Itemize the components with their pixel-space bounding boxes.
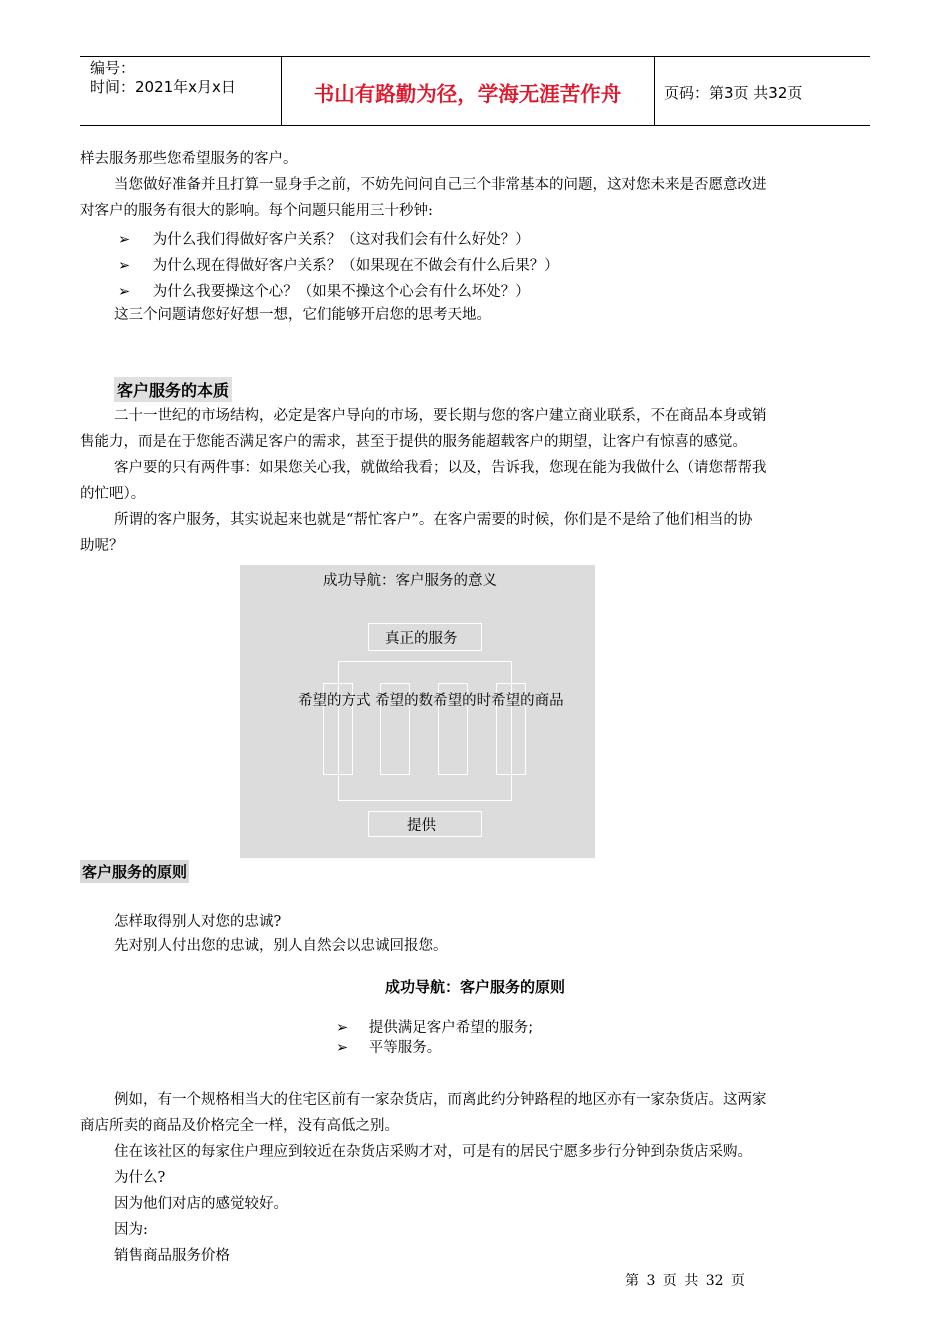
section-heading: 客户服务的原则	[80, 860, 189, 883]
paragraph-line: 的忙吧）。	[80, 486, 146, 502]
paragraph-line: 助呢？	[80, 538, 124, 554]
paragraph-line: 因为:	[114, 1222, 148, 1238]
arrow-bullet-icon: ➢	[336, 1020, 349, 1036]
arrow-bullet-icon: ➢	[118, 284, 131, 300]
question-item	[118, 280, 530, 301]
paragraph-line: 当您做好准备并且打算一显身手之前，不妨先问问自己三个非常基本的问题，这对您未来是否愿意改进	[114, 177, 767, 193]
paragraph-line: 销售商品服务价格	[114, 1248, 230, 1264]
diagram-title: 成功导航：客户服务的意义	[323, 573, 497, 589]
question-text: 为什么我们得做好客户关系？（这对我们会有什么好处？）	[152, 232, 530, 248]
header-table	[80, 56, 870, 126]
question-text: 为什么我要操这个心？（如果不操这个心会有什么坏处？）	[152, 284, 530, 300]
paragraph-line: 售能力，而是在于您能否满足客户的需求，甚至于提供的服务能超载客户的期望，让客户有惊喜的感觉。	[80, 434, 747, 450]
principle-text: 提供满足客户希望的服务;	[368, 1020, 534, 1036]
question-item	[118, 228, 530, 249]
paragraph-line: 为什么?	[114, 1170, 166, 1186]
document-number-label: 编号：	[90, 59, 136, 77]
arrow-bullet-icon: ➢	[118, 232, 131, 248]
principle-item	[336, 1036, 441, 1057]
service-meaning-diagram	[240, 565, 595, 858]
paragraph-line: 先对别人付出您的忠诚，别人自然会以忠诚回报您。	[114, 938, 448, 954]
page-footer: 第 3 页 共 32 页	[625, 1273, 745, 1289]
paragraph-line: 住在该社区的每家住户理应到较近在杂货店采购才对，可是有的居民宁愿多步行分钟到杂货店采购。	[114, 1144, 752, 1160]
principle-text: 平等服务。	[368, 1040, 442, 1056]
header-page-info: 页码：第3页 共32页	[664, 84, 803, 102]
paragraph-line: 怎样取得别人对您的忠诚?	[114, 914, 282, 930]
principles-title: 成功导航：客户服务的原则	[384, 978, 565, 996]
paragraph-line: 客户要的只有两件事：如果您关心我，就做给我看；以及，告诉我，您现在能为我做什么（请您帮帮我	[114, 460, 767, 476]
arrow-bullet-icon: ➢	[336, 1040, 349, 1056]
paragraph-line: 这三个问题请您好好想一想，它们能够开启您的思考天地。	[114, 307, 491, 323]
diagram-connector	[338, 661, 512, 801]
diagram-bottom-label: 提供	[407, 818, 436, 834]
arrow-bullet-icon: ➢	[118, 258, 131, 274]
diagram-top-label: 真正的服务	[385, 631, 458, 647]
paragraph-line: 对客户的服务有很大的影响。每个问题只能用三十秒钟:	[80, 203, 433, 219]
paragraph-line: 样去服务那些您希望服务的客户。	[80, 151, 298, 167]
header-meta	[90, 59, 236, 97]
header-divider	[654, 57, 655, 125]
paragraph-line: 二十一世纪的市场结构，必定是客户导向的市场，要长期与您的客户建立商业联系，不在商品本身或销	[114, 408, 767, 424]
paragraph-line: 商店所卖的商品及价格完全一样，没有高低之别。	[80, 1118, 399, 1134]
paragraph-line: 所谓的客户服务，其实说起来也就是“帮忙客户”。在客户需要的时候，你们是不是给了他们相当的协	[114, 512, 753, 528]
principle-item	[336, 1016, 533, 1037]
diagram-options-label: 希望的方式 希望的数希望的时希望的商品	[298, 693, 564, 709]
document-time-label: 时间：2021年x月x日	[90, 78, 236, 96]
header-motto: 书山有路勤为径，学海无涯苦作舟	[313, 82, 622, 106]
paragraph-line: 因为他们对店的感觉较好。	[114, 1196, 288, 1212]
question-text: 为什么现在得做好客户关系？（如果现在不做会有什么后果？）	[152, 258, 559, 274]
section-heading: 客户服务的本质	[114, 377, 232, 402]
question-item	[118, 254, 559, 275]
paragraph-line: 例如，有一个规格相当大的住宅区前有一家杂货店，而离此约分钟路程的地区亦有一家杂货店。这两家	[114, 1092, 767, 1108]
